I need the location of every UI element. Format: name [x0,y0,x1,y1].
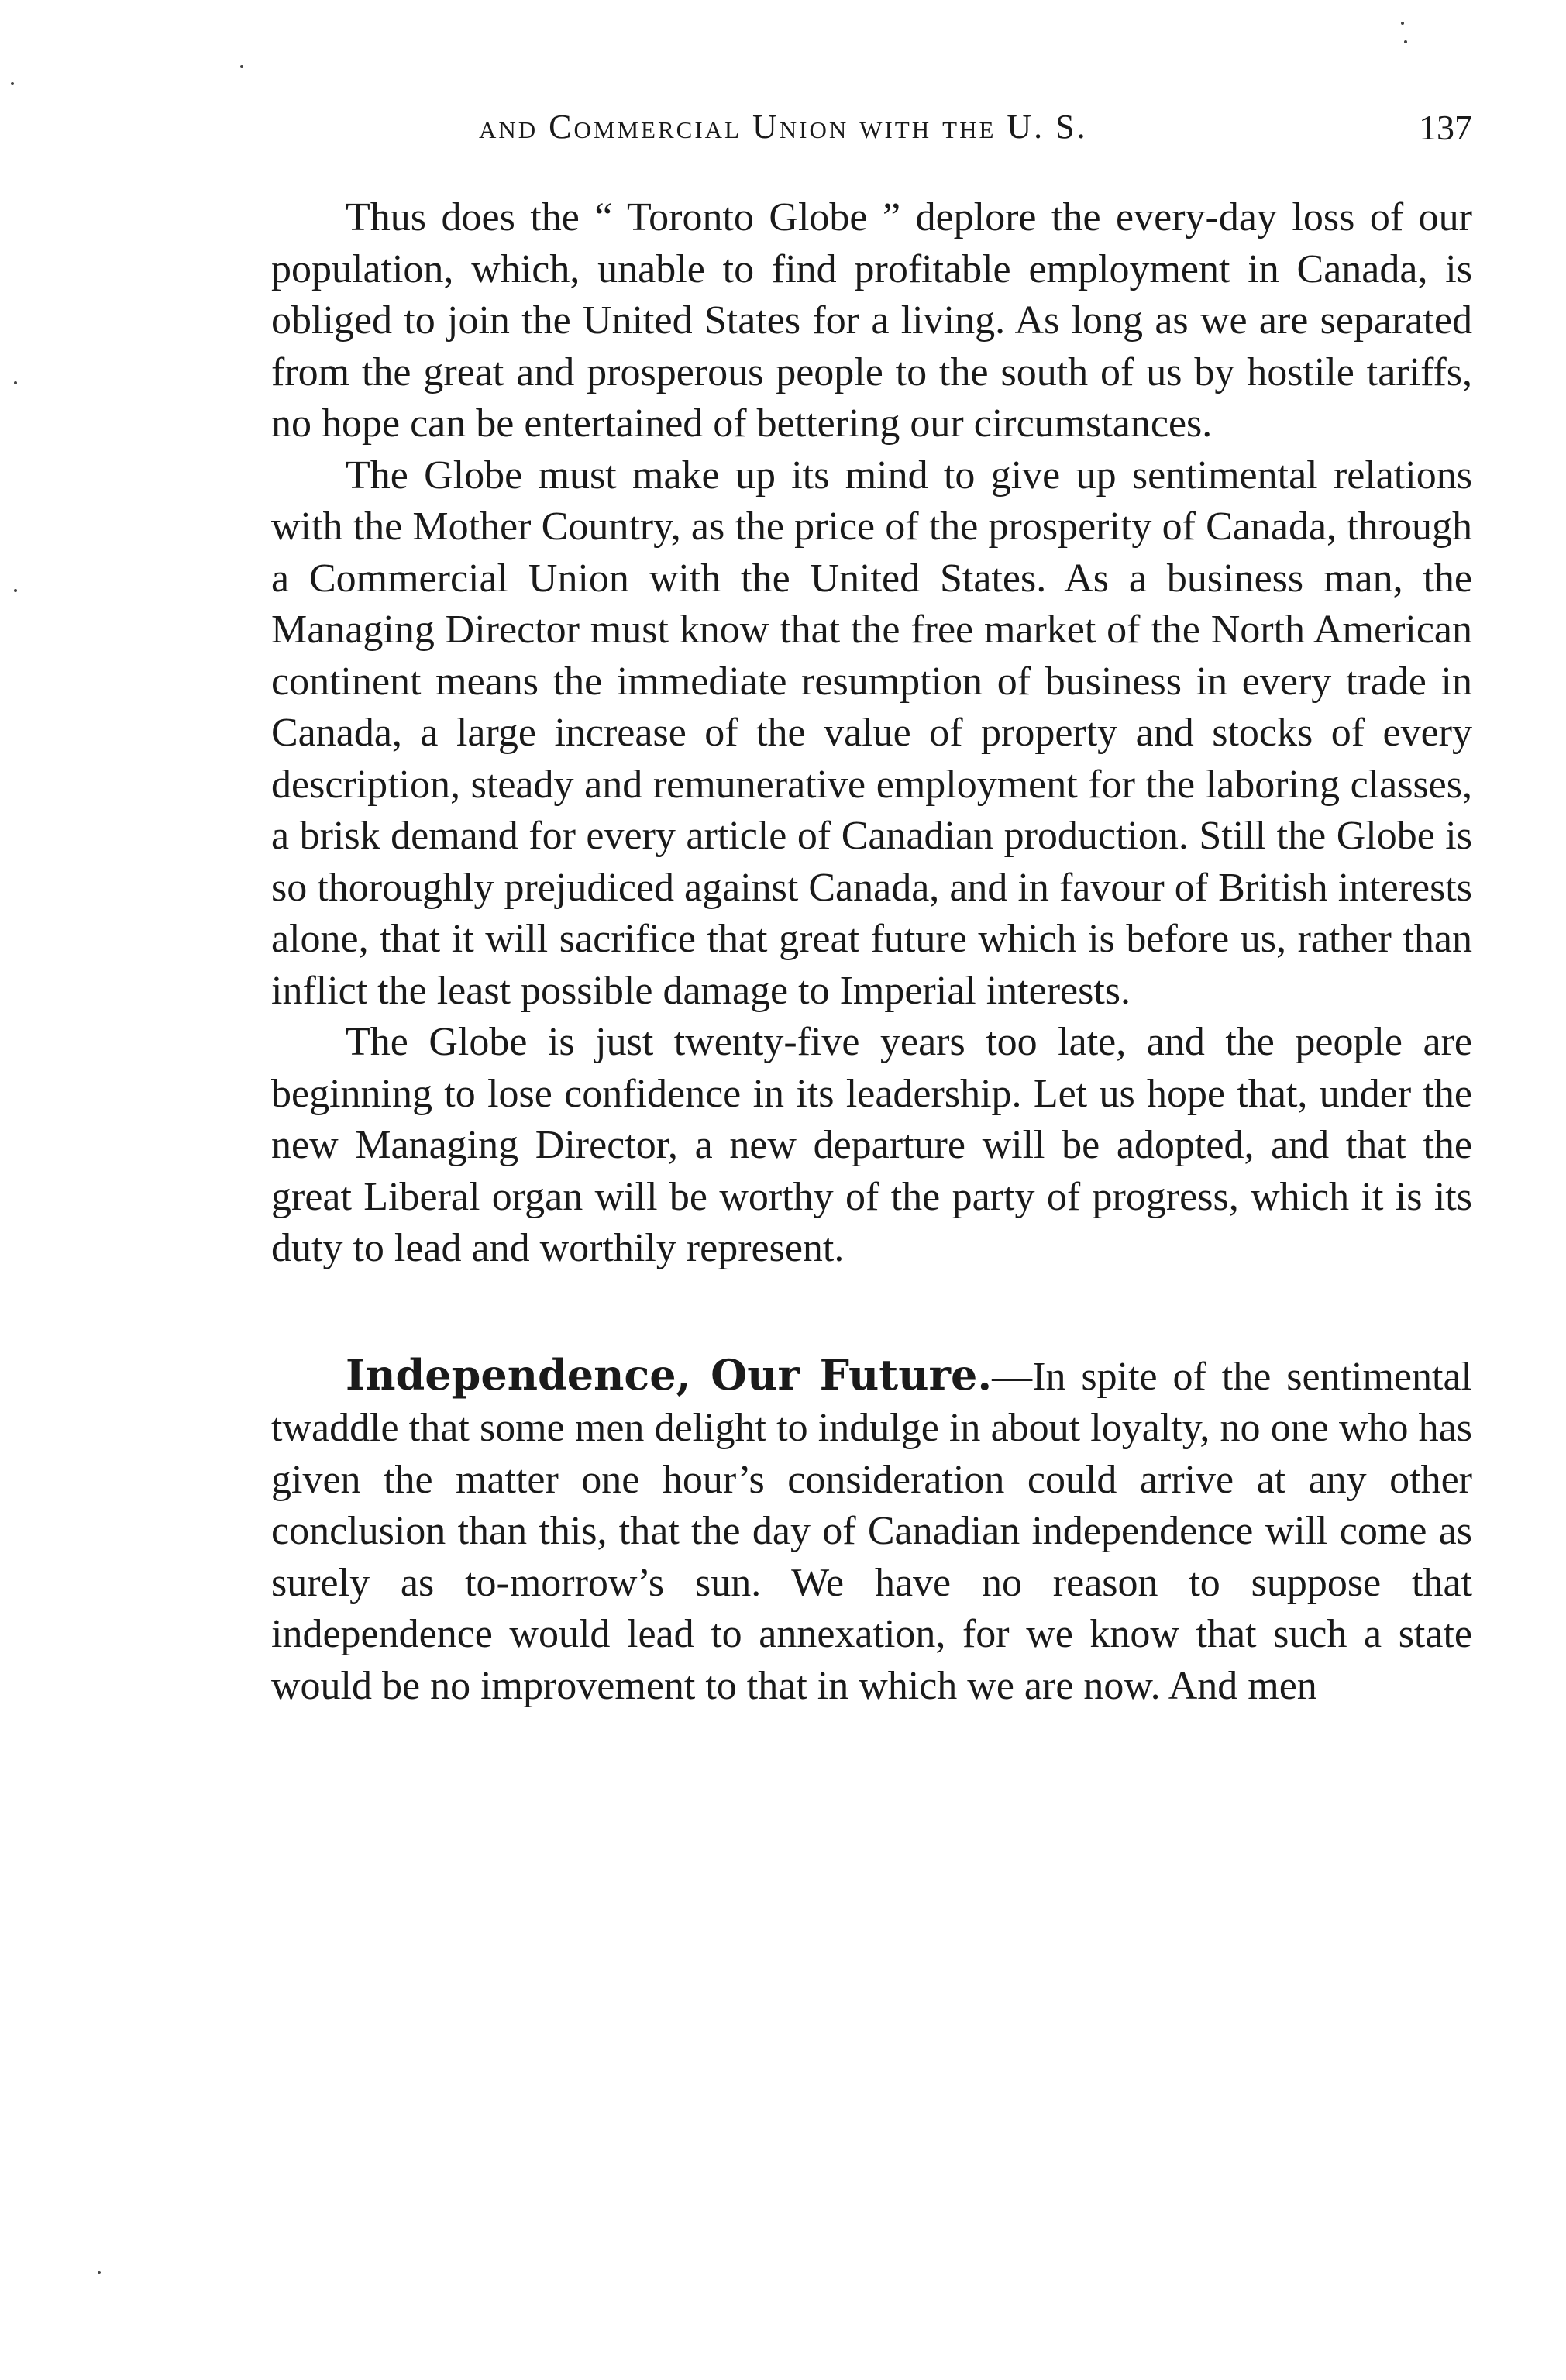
scan-speck [240,65,243,68]
scan-speck [11,82,14,85]
page-number: 137 [1419,108,1472,147]
paragraph-globe-sentimental: The Globe must make up its mind to give up sentimental relations with the Mother Country, as the price of the prosperity of Canada, through a Commercial Union with the United States. As a business man, the Managing Director must know that the free market of the North American continent means the immediate resumption of business in every trade in Canada, a large increase of the value of property and stocks of every description, steady and remunerative employment for the laboring classes, a brisk demand for every article of Canadian production. Still the Globe is so thoroughly prejudiced against Canada, and in favour of British interests alone, that it will sacrifice that great future which is before us, rather than inflict the least possible damage to Imperial interests. [271,453,1472,1013]
scan-speck [14,589,17,592]
scan-speck [98,2271,101,2274]
paragraph-globe-too-late: The Globe is just twenty-five years too late, and the people are beginning to lose confidence in its leadership. Let us hope that, under the new Managing Director, a new departure will be adopted, and that the great Liberal organ will be worthy of the party of progress, which it is its duty to lead and worthily represent. [271,1020,1472,1270]
scan-speck [1404,40,1407,43]
section-spacer [271,1275,1472,1349]
body-text [271,192,1472,1712]
section-text: —In spite of the sentimental twaddle that some men delight to indulge in about loyalty, no one who has given the matter one hour’s consideration could arrive at any other conclusion than this, that the day of Canadian independence will come as surely as to-morrow’s sun. We have no reason to suppose that independence would lead to annexation, for we know that such a state would be no improvement to that in which we are now. And men [271,1354,1472,1708]
section-independence [271,1349,1472,1713]
scan-speck [14,381,17,384]
paragraph-globe-deplore: Thus does the “ Toronto Globe ” deplore the every-day loss of our population, which, unable to find profitable employment in Canada, is obliged to join the United States for a living. As long as we are separated from the great and prosperous people to the south of us by hostile tariffs, no hope can be entertained of bettering our circumstances. [271,195,1472,446]
section-heading: Independence, Our Future. [346,1349,993,1400]
scan-speck [1401,22,1404,25]
running-head [270,107,1472,153]
running-title: and Commercial Union with the U. S. [479,108,1088,146]
